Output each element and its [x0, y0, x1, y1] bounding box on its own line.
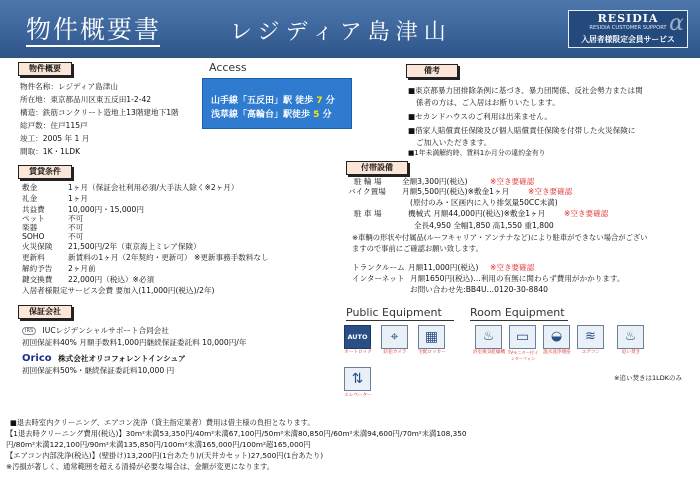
residia-brand-logo: [568, 10, 688, 48]
auto-lock-icon: AUTO: [344, 325, 371, 349]
public-equipment-title: Public Equipment: [346, 306, 442, 319]
notes-line: ■1年未満解約時、賃料1か月分の違約金有り: [408, 149, 546, 157]
footer-line: 【エアコン内部洗浄(税込)】(壁掛け)13,200円(1台あたり)/(天井カセット)27,500円(1台あたり): [6, 451, 324, 460]
facility-value: 月額5,500円(税込)※敷金1ヶ月: [402, 187, 510, 196]
rental-value: 新賃料の1ヶ月（2年契約・更新可） ※更新事務手数料なし: [68, 253, 269, 262]
rental-value: 10,000円・15,000円: [68, 205, 144, 214]
tv-monitor-intercom-icon: ▭: [509, 325, 536, 349]
rental-key: ペット: [22, 214, 45, 223]
rental-value: 22,000円（税込）※必須: [68, 275, 155, 284]
facility-internet-contact: お問い合わせ先:BB4U…0120-30-8840: [410, 285, 548, 294]
overview-line: 構造：鉄筋コンクリート造地上13階建地下1階: [20, 108, 179, 117]
room-equipment-title: Room Equipment: [470, 306, 565, 319]
facility-motorbike-sub: (原付のみ・区画内に入り排気量50CC未満): [410, 198, 558, 207]
facility-trunk-room: [352, 263, 535, 273]
brand-service-label: 入居者様限定会員サービス: [581, 35, 675, 44]
auto-lock-caption: オートロック: [344, 350, 372, 355]
access-box: [202, 78, 352, 129]
air-conditioner-icon: ≋: [577, 325, 604, 349]
orico-logo: Orico: [22, 353, 52, 364]
elevator-caption: エレベーター: [344, 393, 372, 398]
title-underline: [26, 45, 160, 47]
rental-value: 要加入(11,000円(税込)/2年): [113, 286, 215, 295]
access-route: 浅草線「高輪台」駅徒歩: [211, 110, 311, 120]
facility-note: ※空き要確認: [490, 177, 535, 186]
guarantee-terms-2: 初回保証料50%・継続保証委託料10,000 円: [22, 366, 175, 375]
room-equipment-rule: [470, 320, 568, 321]
notes-line: ■セカンドハウスのご利用は出来ません。: [408, 112, 552, 121]
brand-logo-text: RESIDIA: [597, 12, 659, 25]
footer-line: ※汚損が著しく、通常範囲を超える清掃が必要な場合は、金額が変更になります。: [6, 462, 275, 471]
access-minutes: 7: [316, 96, 323, 106]
rental-key: 更新料: [22, 253, 45, 262]
guarantee-terms-1: 初回保証料40% 月額手数料1,000円継続保証委託料 10,000円/年: [22, 338, 247, 347]
tv-monitor-intercom-caption: TVモニター付インターフォン: [507, 350, 539, 361]
rental-row: [22, 264, 96, 274]
facility-motorbike: [348, 187, 573, 197]
overview-line: 間取：1K・1LDK: [20, 147, 81, 156]
rental-row: [22, 275, 155, 285]
rental-tag: 賃貸条件: [18, 165, 72, 179]
notes-line: ご加入いただきます。: [416, 138, 492, 147]
washlet-icon: ◒: [543, 325, 570, 349]
rental-key: 解約予告: [22, 264, 53, 273]
guarantee-company-1: [22, 326, 169, 336]
access-line-takanawadai: [211, 109, 332, 121]
guarantee-company-name: IUCレジデンシャルサポート合同会社: [42, 326, 169, 335]
facility-note: ※空き要確認: [564, 209, 609, 218]
rental-row: [22, 286, 215, 296]
facilities-tag: 付帯設備: [346, 161, 408, 175]
notes-tag: 備考: [406, 64, 458, 78]
facility-bike: [354, 177, 535, 187]
brand-subtitle: RESIDIA CUSTOMER SUPPORT: [589, 25, 667, 31]
notes-line: ■借家人賠償責任保険及び個人賠償責任保険を付帯した火災保険に: [408, 126, 636, 135]
elevator-icon: ⇅: [344, 367, 371, 391]
facility-parking-sizes: 全長4,950 全幅1,850 高1,550 重1,800: [414, 221, 554, 230]
building-name: レジディア島津山: [230, 20, 452, 45]
reheating-bath-caption: 追い焚き: [621, 350, 641, 355]
room-equipment-note: ※追い焚きは1LDKのみ: [614, 374, 682, 382]
overview-tag: 物件概要: [18, 62, 72, 76]
overview-line: 所在地：東京都品川区東五反田1-2-42: [20, 95, 152, 104]
facility-heading: 駐 輪 場: [354, 177, 382, 186]
facility-note: ※空き要確認: [528, 187, 573, 196]
facility-internet: [352, 274, 625, 284]
security-camera-icon: ⌖: [381, 325, 408, 349]
guarantee-company-2: [22, 352, 186, 366]
facility-heading: インターネット: [352, 274, 405, 283]
rental-row: [22, 253, 269, 263]
guarantee-tag: 保証会社: [18, 305, 72, 319]
rental-key: 入居者様限定サービス会費: [22, 286, 114, 295]
brand-alpha-mark: α: [669, 11, 684, 36]
rental-value: 不可: [68, 223, 84, 232]
facility-value: 機械式 月額44,000円(税込)※敷金1ヶ月: [408, 209, 546, 218]
facility-heading: 駐 車 場: [354, 209, 382, 218]
facility-value: 月額11,000円(税込): [408, 263, 479, 272]
overview-line: 総戸数：住戸115戸: [20, 121, 88, 130]
rental-key: 敷金: [22, 183, 38, 192]
rental-value: 不可: [68, 232, 84, 241]
access-unit: 分: [325, 96, 335, 106]
facility-parking-warning: ますので事前にご確認お願い致します。: [352, 244, 483, 253]
rental-row: [22, 242, 201, 252]
delivery-box-icon: ▦: [418, 325, 445, 349]
security-camera-caption: 防犯カメラ: [383, 350, 407, 355]
rental-row: [22, 232, 84, 242]
facility-note: ※空き要確認: [490, 263, 535, 272]
bath-dryer-icon: ♨: [475, 325, 502, 349]
facility-parking-warning: ※車輌の形状や付属品(ルーフキャリア・アンテナなど)により駐車ができない場合がござい: [352, 233, 648, 242]
access-unit: 分: [322, 110, 332, 120]
bath-dryer-caption: 浴室換気乾燥機: [472, 350, 506, 355]
rental-row: [22, 183, 239, 193]
access-minutes: 5: [313, 110, 320, 120]
facility-heading: トランクルーム: [352, 263, 405, 272]
reheating-bath-icon: ♨: [617, 325, 644, 349]
delivery-box-caption: 宅配ロッカー: [418, 350, 446, 355]
overview-line: 物件名称：レジディア島津山: [20, 82, 118, 91]
facility-value: 全額3,300円(税込): [402, 177, 468, 186]
notes-line: ■東京都暴力団排除条例に基づき、暴力団関係、反社会勢力または関: [408, 86, 643, 95]
rental-key: 楽器: [22, 223, 38, 232]
access-label: Access: [209, 61, 247, 74]
rental-value: 1ヶ月: [68, 194, 89, 203]
access-route: 山手線「五反田」駅 徒歩: [211, 96, 314, 106]
access-line-gotanda: [211, 95, 335, 107]
rental-key: 礼金: [22, 194, 38, 203]
iuc-logo-icon: IRS: [22, 327, 36, 336]
rental-value: 2ヶ月前: [68, 264, 96, 273]
public-equipment-rule: [346, 320, 454, 321]
rental-value: 21,500円/2年（東京海上ミレア保険）: [68, 242, 201, 251]
overview-line: 竣工：2005 年 1 月: [20, 134, 90, 143]
rental-key: 火災保険: [22, 242, 53, 251]
facility-value: 月額1650円(税込)…利用の有無に関わらず費用がかかります。: [410, 274, 625, 283]
rental-value: 1ヶ月（保証会社利用必須/大手法人除く※2ヶ月）: [68, 183, 239, 192]
rental-row: [22, 194, 89, 204]
rental-value: 不可: [68, 214, 84, 223]
washlet-caption: 温水洗浄便座: [543, 350, 571, 355]
facility-parking: [354, 209, 609, 219]
footer-line: ■退去時室内クリーニング、エアコン洗浄（貸主指定業者）費用は借主様の負担となります。: [10, 418, 315, 427]
rental-key: SOHO: [22, 232, 45, 241]
facility-heading: バイク置場: [348, 187, 386, 196]
guarantee-company-name: 株式会社オリコフォレントインシュア: [58, 354, 186, 363]
footer-line: 円/80m²未満122,100円/90m²未満135,850円/100m²未満165,000円/100m²超165,000円: [6, 440, 311, 449]
air-conditioner-caption: エアコン: [581, 350, 601, 355]
rental-key: 鍵交換費: [22, 275, 53, 284]
footer-line: 【1退去時クリーニング費用(税込)】30m²未満53,350円/40m²未満67,100円/50m²未満80,850円/60m²未満94,600円/70m²未満108,350: [6, 429, 467, 438]
notes-line: 係者の方は、ご入居はお断りいたします。: [416, 98, 560, 107]
document-title: 物件概要書: [26, 15, 162, 44]
rental-key: 共益費: [22, 205, 45, 214]
